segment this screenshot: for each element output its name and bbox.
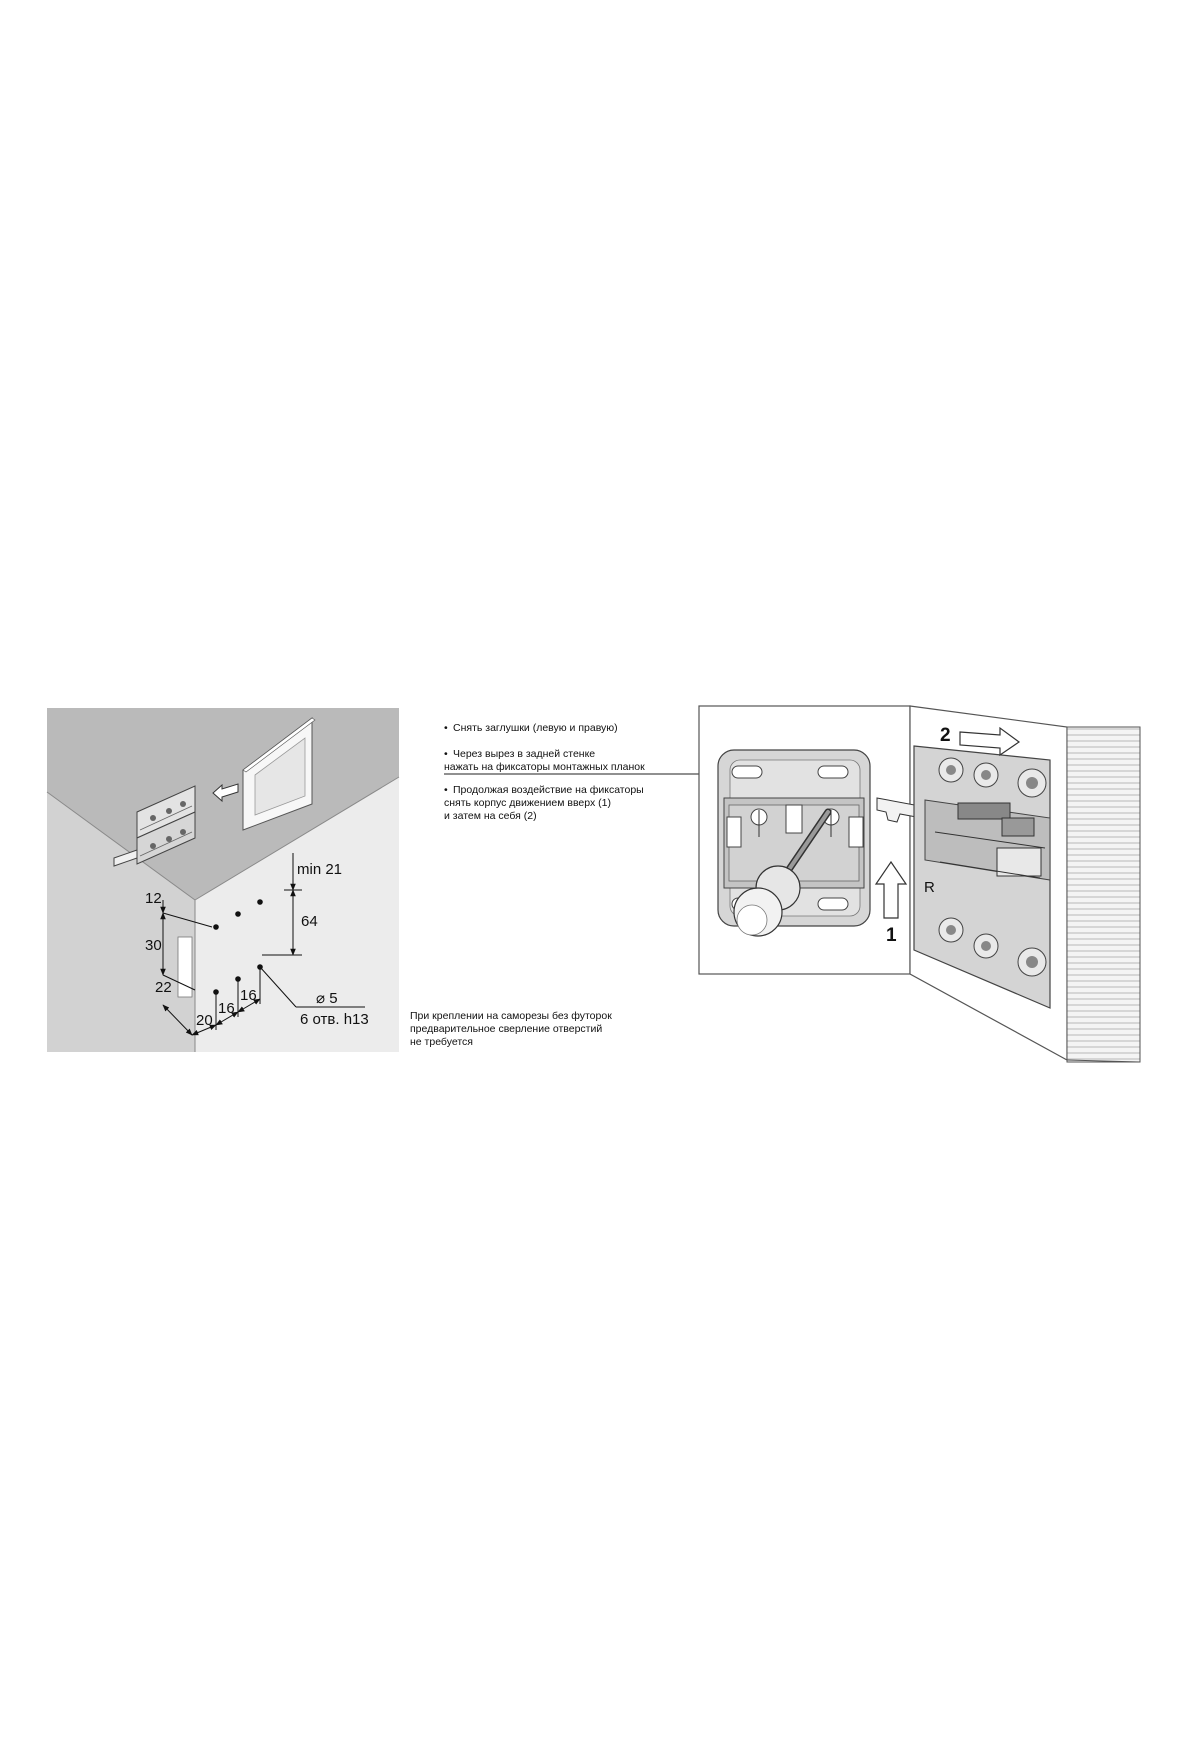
note-remove-caps: Снять заглушки (левую и правую) bbox=[453, 722, 618, 734]
bullet: • bbox=[444, 784, 448, 796]
step-2-label: 2 bbox=[940, 725, 951, 746]
left-figure bbox=[47, 708, 399, 1052]
step-1-label: 1 bbox=[886, 925, 897, 946]
dim-64: 64 bbox=[301, 913, 318, 930]
side-mark: R bbox=[924, 879, 935, 896]
note-screws-3: не требуется bbox=[410, 1036, 473, 1048]
note-screws-1: При креплении на саморезы без футорок bbox=[410, 1010, 612, 1022]
dim-16a: 16 bbox=[218, 1000, 235, 1017]
hole bbox=[235, 911, 241, 917]
right-figure bbox=[699, 706, 1140, 1062]
note-press-latches-1: Через вырез в задней стенке bbox=[453, 748, 596, 760]
dim-30: 30 bbox=[145, 937, 162, 954]
note-press-latches-2: нажать на фиксаторы монтажных планок bbox=[444, 761, 645, 773]
dim-12: 12 bbox=[145, 890, 162, 907]
dim-holes-count: 6 отв. h13 bbox=[300, 1011, 369, 1028]
bullet: • bbox=[444, 748, 448, 760]
note-screws-2: предварительное сверление отверстий bbox=[410, 1023, 603, 1035]
dim-20: 20 bbox=[196, 1012, 213, 1029]
hole bbox=[213, 924, 219, 930]
hole bbox=[257, 899, 263, 905]
bullet: • bbox=[444, 722, 448, 734]
note-lift-body-1: Продолжая воздействие на фиксаторы bbox=[453, 784, 644, 796]
dim-22: 22 bbox=[155, 979, 172, 996]
note-lift-body-2: снять корпус движением вверх (1) bbox=[444, 797, 611, 809]
dim-min21: min 21 bbox=[297, 861, 343, 878]
dim-hole-diameter: ⌀ 5 bbox=[316, 990, 338, 1007]
dim-16b: 16 bbox=[240, 987, 257, 1004]
note-lift-body-3: и затем на себя (2) bbox=[444, 810, 537, 822]
wall-edge-hatched bbox=[1067, 727, 1140, 1062]
